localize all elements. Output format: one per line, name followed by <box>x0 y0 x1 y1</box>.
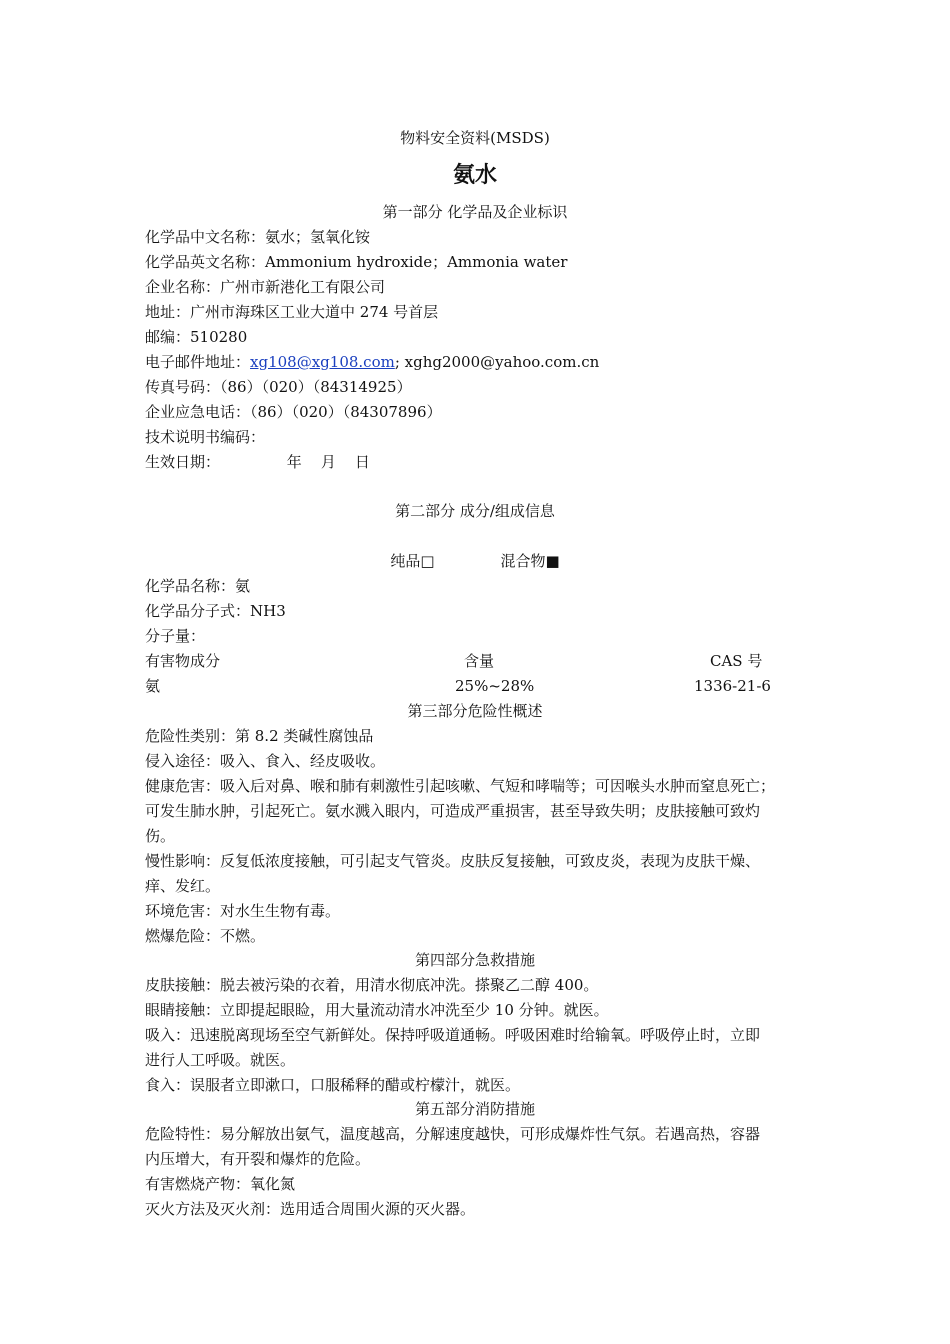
cn-name-line: 化学品中文名称：氨水；氢氧化铵 <box>145 228 371 246</box>
inhalation-line-1: 吸入：迅速脱离现场至空气新鲜处。保持呼吸道通畅。呼吸困难时给输氧。呼吸停止时，立即 <box>145 1026 761 1044</box>
formula-line: 化学品分子式：NH3 <box>145 602 286 620</box>
fax-line: 传真号码：（86）（020）（84314925） <box>145 378 412 396</box>
emergency-phone-line: 企业应急电话：（86）（020）（84307896） <box>145 403 442 421</box>
table-header-cas: CAS 号 <box>710 652 763 670</box>
composition-type <box>0 551 950 571</box>
hazard-class-line: 危险性类别：第 8.2 类碱性腐蚀品 <box>145 727 374 745</box>
fire-hazard-line: 燃爆危险：不燃。 <box>145 927 266 945</box>
table-cell-component: 氨 <box>145 677 161 695</box>
section3-heading: 第三部分危险性概述 <box>407 702 543 720</box>
email-label: 电子邮件地址： <box>145 353 251 371</box>
table-header-component: 有害物成分 <box>145 652 221 670</box>
inhalation-line-2: 进行人工呼吸。就医。 <box>145 1051 296 1069</box>
spec-code-line: 技术说明书编码： <box>145 428 266 446</box>
email-line <box>145 352 599 372</box>
chem-name-line: 化学品名称：氨 <box>145 577 251 595</box>
table-cell-content: 25%~28% <box>455 677 535 695</box>
section5-heading: 第五部分消防措施 <box>414 1100 535 1118</box>
extinguishing-line: 灭火方法及灭火剂：选用适合周围火源的灭火器。 <box>145 1200 476 1218</box>
section2-heading: 第二部分 成分/组成信息 <box>395 502 555 520</box>
environment-hazard-line: 环境危害：对水生生物有毒。 <box>145 902 341 920</box>
table-header-content: 含量 <box>464 652 495 670</box>
fire-characteristic-line-2: 内压增大，有开裂和爆炸的危险。 <box>145 1150 371 1168</box>
chronic-effect-line-2: 痒、发红。 <box>145 877 221 895</box>
skin-contact-line: 皮肤接触：脱去被污染的衣着，用清水彻底冲洗。搽聚乙二醇 400。 <box>145 976 599 994</box>
section4-heading: 第四部分急救措施 <box>414 951 535 969</box>
molecular-weight-line: 分子量： <box>145 627 206 645</box>
table-cell-cas: 1336-21-6 <box>694 677 771 695</box>
health-hazard-line-3: 伤。 <box>145 827 176 845</box>
en-name-line: 化学品英文名称：Ammonium hydroxide；Ammonia water <box>145 253 568 271</box>
pure-option: 纯品□ <box>390 552 435 570</box>
health-hazard-line-2: 可发生肺水肿，引起死亡。氨水溅入眼内，可造成严重损害，甚至导致失明；皮肤接触可致灼 <box>145 802 761 820</box>
ingestion-line: 食入：误服者立即漱口，口服稀释的醋或柠檬汁，就医。 <box>145 1076 521 1094</box>
effective-date-line: 生效日期： 年 月 日 <box>145 453 370 471</box>
postcode-line: 邮编：510280 <box>145 328 248 346</box>
company-line: 企业名称：广州市新港化工有限公司 <box>145 278 386 296</box>
mixture-option: 混合物■ <box>500 552 560 570</box>
exposure-route-line: 侵入途径：吸入、食入、经皮吸收。 <box>145 752 386 770</box>
chronic-effect-line-1: 慢性影响：反复低浓度接触，可引起支气管炎。皮肤反复接触，可致皮炎，表现为皮肤干燥、 <box>145 852 761 870</box>
document-title: 氨水 <box>452 163 497 188</box>
email-secondary: ; xghg2000@yahoo.com.cn <box>394 353 600 371</box>
email-link[interactable]: xg108@xg108.com <box>250 353 395 371</box>
section1-heading: 第一部分 化学品及企业标识 <box>382 203 568 221</box>
health-hazard-line-1: 健康危害：吸入后对鼻、喉和肺有刺激性引起咳嗽、气短和哮喘等；可因喉头水肿而窒息死亡； <box>145 777 776 795</box>
eye-contact-line: 眼睛接触：立即提起眼睑，用大量流动清水冲洗至少 10 分钟。就医。 <box>145 1001 609 1019</box>
address-line: 地址：广州市海珠区工业大道中 274 号首层 <box>145 303 439 321</box>
document-type: 物料安全资料(MSDS) <box>400 129 550 147</box>
combustion-products-line: 有害燃烧产物：氧化氮 <box>145 1175 296 1193</box>
fire-characteristic-line-1: 危险特性：易分解放出氨气，温度越高，分解速度越快，可形成爆炸性气氛。若遇高热，容器 <box>145 1125 761 1143</box>
